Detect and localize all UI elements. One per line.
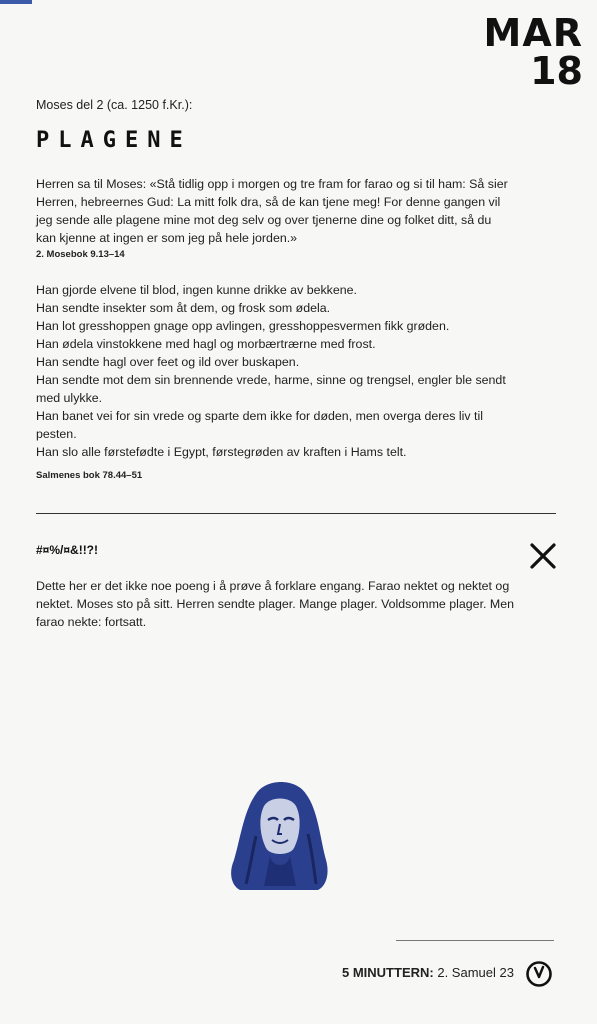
commentary-text: Dette her er det ikke noe poeng i å prøve å forklare engang. Farao nektet og nektet og nektet. Moses sto på sitt. Herren sendte plager. Mange plager. Voldsomme plager. Men farao nekte: fortsatt. — [36, 579, 514, 629]
footer-divider — [396, 940, 554, 941]
psalm-line: Han sendte hagl over feet og ild over buskapen. — [36, 355, 300, 369]
x-mark-icon — [528, 541, 558, 571]
psalm-line: Han banet vei for sin vrede og sparte dem ikke for døden, men overga deres liv til pesten. — [36, 409, 483, 441]
scripture-quote: Herren sa til Moses: «Stå tidlig opp i morgen og tre fram for farao og si til ham: Så sier Herren, hebreernes Gud: La mitt folk dra, så de kan tjene meg! For denne gangen vil jeg sende alle plagene mine mot deg selv og over tjenerne dine og folket ditt, så du kan kjenne at ingen er som jeg på hele jorden.» — [36, 177, 508, 245]
footer-label: 5 MINUTTERN: — [342, 965, 434, 980]
date-day: 18 — [530, 49, 583, 93]
clock-icon — [525, 960, 553, 988]
psalm-line: Han gjorde elvene til blod, ingen kunne drikke av bekkene. — [36, 283, 357, 297]
section-heading: #¤%/¤&!!?! — [36, 543, 99, 557]
psalm-line: Han sendte insekter som åt dem, og frosk som ødela. — [36, 301, 331, 315]
footer-reading — [342, 965, 514, 980]
section-divider — [36, 513, 556, 514]
psalm-passage — [36, 281, 516, 461]
quote-reference: 2. Mosebok 9.13–14 — [36, 249, 125, 260]
intro-line: Moses del 2 (ca. 1250 f.Kr.): — [36, 98, 193, 112]
psalm-line: Han ødela vinstokkene med hagl og morbærtrærne med frost. — [36, 337, 376, 351]
psalm-line: Han lot gresshoppen gnage opp avlingen, gresshoppesvermen fikk grøden. — [36, 319, 450, 333]
footer-reading-ref: 2. Samuel 23 — [437, 965, 514, 980]
psalm-reference: Salmenes bok 78.44–51 — [36, 470, 143, 481]
moses-portrait-icon — [226, 776, 332, 894]
page-title: PLAGENE — [36, 128, 192, 153]
date-month: MAR — [483, 11, 583, 55]
date-block — [483, 11, 583, 93]
color-tab-marker — [0, 0, 32, 4]
psalm-line: Han slo alle førstefødte i Egypt, førstegrøden av kraften i Hams telt. — [36, 445, 407, 459]
psalm-line: Han sendte mot dem sin brennende vrede, harme, sinne og trengsel, engler ble sendt med ulykke. — [36, 373, 506, 405]
